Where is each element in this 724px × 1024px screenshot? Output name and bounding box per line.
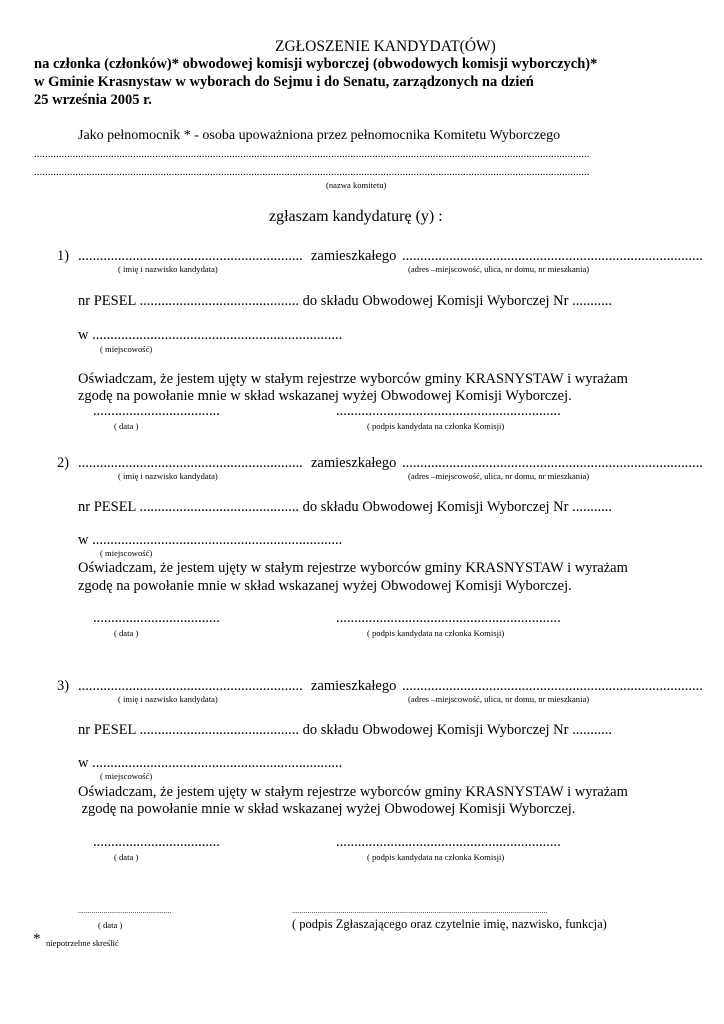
page-title: ZGŁOSZENIE KANDYDAT(ÓW): [275, 38, 496, 55]
candidate-name-field[interactable]: ..............................................................: [78, 248, 303, 264]
footnote-asterisk: *: [33, 931, 41, 947]
footnote-text: niepotrzebne skreślić: [46, 938, 119, 948]
residence-label: zamieszkałego: [311, 678, 397, 694]
signature-caption: ( podpis kandydata na członka Komisji): [367, 628, 505, 638]
committee-name-line-2[interactable]: ..........................................................................................................................................................................................................: [34, 166, 590, 178]
place-caption: ( miejscowość): [100, 548, 153, 558]
submitter-signature-field[interactable]: ...................................................................................................................................: [292, 906, 548, 915]
declaration-heading: zgłaszam kandydaturę (y) :: [269, 208, 443, 225]
signature-field[interactable]: ..............................................................: [336, 834, 561, 850]
address-field[interactable]: ...................................................................................: [402, 455, 703, 471]
address-caption: (adres –miejscowość, ulica, nr domu, nr mieszkania): [408, 694, 590, 704]
date-caption: ( data ): [114, 852, 139, 862]
header-line-1: na członka (członków)* obwodowej komisji wyborczej (obwodowych komisji wyborczych)*: [34, 56, 598, 72]
statement-line-1: Oświadczam, że jestem ujęty w stałym rejestrze wyborców gminy KRASNYSTAW i wyrażam: [78, 784, 628, 800]
statement-line-2: zgodę na powołanie mnie w skład wskazanej wyżej Obwodowej Komisji Wyborczej.: [78, 801, 576, 817]
place-field[interactable]: w .....................................................................: [78, 532, 343, 548]
committee-caption: (nazwa komitetu): [326, 180, 387, 190]
address-caption: (adres –miejscowość, ulica, nr domu, nr mieszkania): [408, 471, 590, 481]
header-line-3: 25 września 2005 r.: [34, 92, 152, 108]
residence-label: zamieszkałego: [311, 455, 397, 471]
place-caption: ( miejscowość): [100, 344, 153, 354]
date-field[interactable]: ...................................: [93, 403, 220, 419]
statement-line-1: Oświadczam, że jestem ujęty w stałym rejestrze wyborców gminy KRASNYSTAW i wyrażam: [78, 560, 628, 576]
address-caption: (adres –miejscowość, ulica, nr domu, nr mieszkania): [408, 264, 590, 274]
name-caption: ( imię i nazwisko kandydata): [118, 471, 218, 481]
place-caption: ( miejscowość): [100, 771, 153, 781]
date-caption: ( data ): [114, 628, 139, 638]
committee-name-line-1[interactable]: ..........................................................................................................................................................................................................: [34, 148, 590, 160]
statement-line-2: zgodę na powołanie mnie w skład wskazanej wyżej Obwodowej Komisji Wyborczej.: [78, 578, 572, 594]
statement-line-1: Oświadczam, że jestem ujęty w stałym rejestrze wyborców gminy KRASNYSTAW i wyrażam: [78, 371, 628, 387]
submitter-date-caption: ( data ): [98, 920, 123, 930]
candidate-name-field[interactable]: ..............................................................: [78, 678, 303, 694]
name-caption: ( imię i nazwisko kandydata): [118, 264, 218, 274]
date-field[interactable]: ...................................: [93, 834, 220, 850]
signature-field[interactable]: ..............................................................: [336, 403, 561, 419]
candidate-number: 2): [57, 455, 70, 471]
date-field[interactable]: ...................................: [93, 610, 220, 626]
statement-line-2: zgodę na powołanie mnie w skład wskazanej wyżej Obwodowej Komisji Wyborczej.: [78, 388, 572, 404]
header-line-2: w Gminie Krasnystaw w wyborach do Sejmu i do Senatu, zarządzonych na dzień: [34, 74, 534, 90]
signature-field[interactable]: ..............................................................: [336, 610, 561, 626]
candidate-number: 1): [57, 248, 70, 264]
pesel-line[interactable]: nr PESEL ............................................ do składu Obwodowej Komisji Wyborczej Nr ...........: [78, 499, 612, 515]
address-field[interactable]: ...................................................................................: [402, 248, 703, 264]
proxy-statement: Jako pełnomocnik * - osoba upoważniona przez pełnomocnika Komitetu Wyborczego: [78, 128, 561, 143]
pesel-line[interactable]: nr PESEL ............................................ do składu Obwodowej Komisji Wyborczej Nr ...........: [78, 293, 612, 309]
candidate-name-field[interactable]: ..............................................................: [78, 455, 303, 471]
name-caption: ( imię i nazwisko kandydata): [118, 694, 218, 704]
submitter-date-field[interactable]: ................................................: [78, 906, 172, 915]
address-field[interactable]: ...................................................................................: [402, 678, 703, 694]
signature-caption: ( podpis kandydata na członka Komisji): [367, 421, 505, 431]
pesel-line[interactable]: nr PESEL ............................................ do składu Obwodowej Komisji Wyborczej Nr ...........: [78, 722, 612, 738]
place-field[interactable]: w .....................................................................: [78, 327, 343, 343]
residence-label: zamieszkałego: [311, 248, 397, 264]
date-caption: ( data ): [114, 421, 139, 431]
place-field[interactable]: w .....................................................................: [78, 755, 343, 771]
signature-caption: ( podpis kandydata na członka Komisji): [367, 852, 505, 862]
submitter-signature-caption: ( podpis Zgłaszającego oraz czytelnie imię, nazwisko, funkcja): [292, 917, 607, 931]
candidate-number: 3): [57, 678, 70, 694]
